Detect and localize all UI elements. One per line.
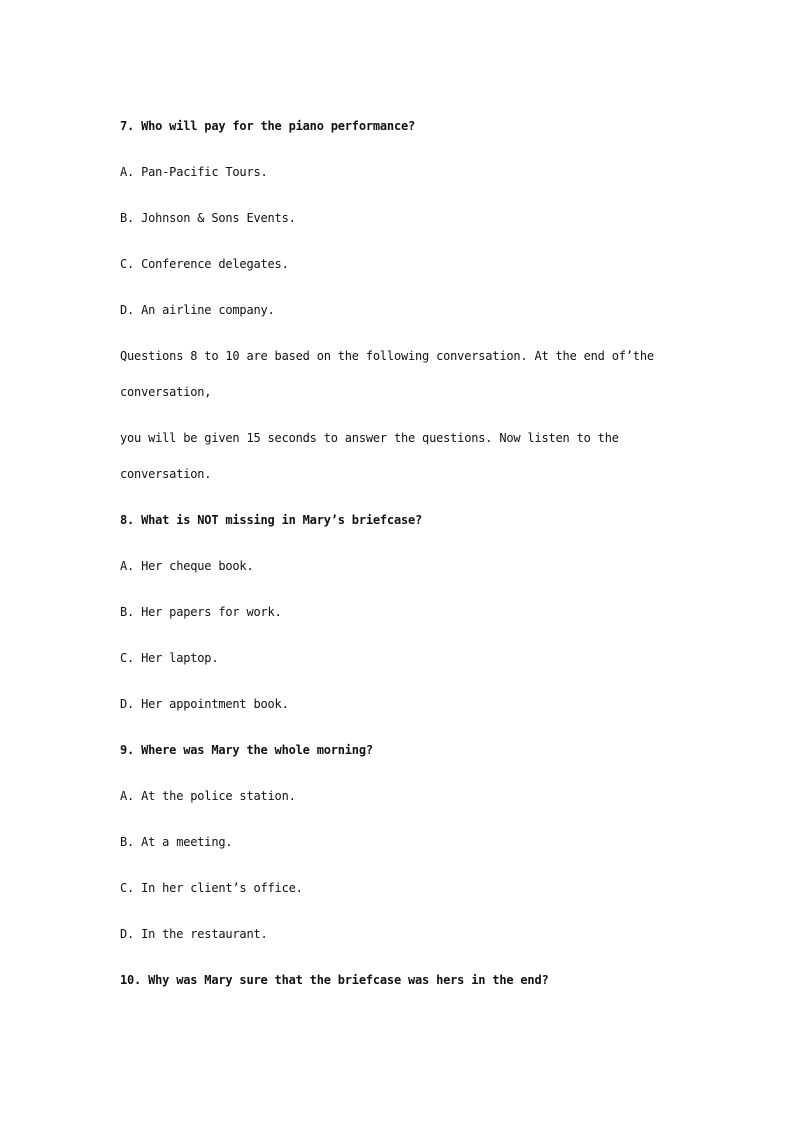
question-9: 9. Where was Mary the whole morning? (120, 743, 373, 757)
q9-option-c: C. In her client’s office. (120, 881, 303, 895)
q8-option-b: B. Her papers for work. (120, 605, 282, 619)
q9-option-a: A. At the police station. (120, 789, 296, 803)
q7-option-d: D. An airline company. (120, 303, 275, 317)
instruction-line-1: Questions 8 to 10 are based on the following conversation. At the end of’the (120, 349, 654, 363)
q9-option-d: D. In the restaurant. (120, 927, 268, 941)
q7-option-a: A. Pan-Pacific Tours. (120, 165, 268, 179)
question-7: 7. Who will pay for the piano performance? (120, 119, 416, 133)
q7-option-c: C. Conference delegates. (120, 257, 289, 271)
instruction-line-2: conversation, (120, 385, 212, 399)
question-8: 8. What is NOT missing in Mary’s briefcase? (120, 513, 423, 527)
instruction-line-4: conversation. (120, 467, 212, 481)
question-10: 10. Why was Mary sure that the briefcase was hers in the end? (120, 973, 549, 987)
q7-option-b: B. Johnson & Sons Events. (120, 211, 296, 225)
q8-option-d: D. Her appointment book. (120, 697, 289, 711)
q9-option-b: B. At a meeting. (120, 835, 233, 849)
q8-option-a: A. Her cheque book. (120, 559, 254, 573)
q8-option-c: C. Her laptop. (120, 651, 219, 665)
instruction-line-3: you will be given 15 seconds to answer the questions. Now listen to the (120, 431, 619, 445)
